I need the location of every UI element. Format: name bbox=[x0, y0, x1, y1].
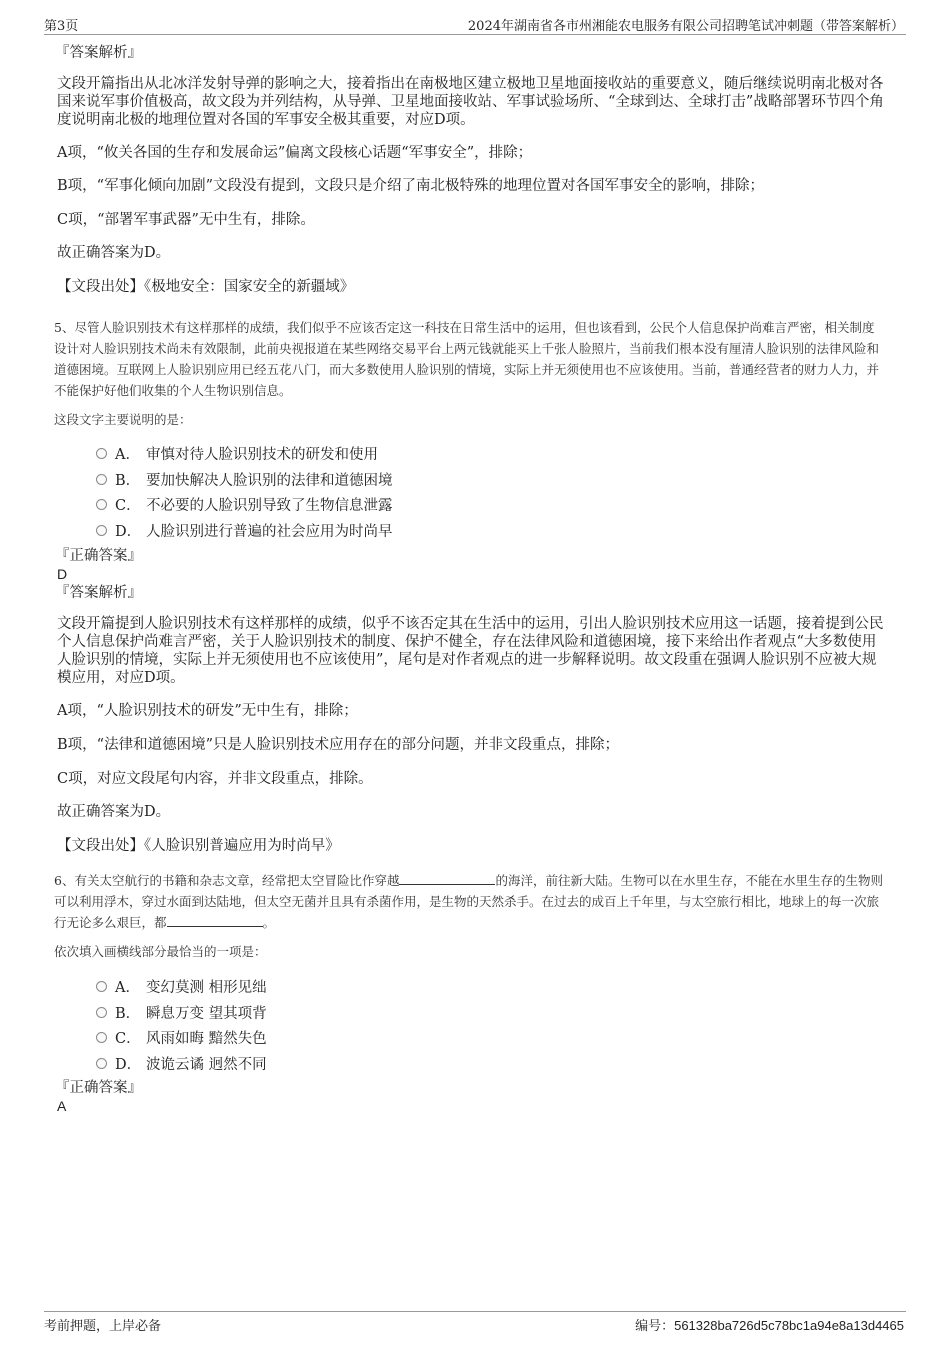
q5-analysis-label: 『答案解析』 bbox=[55, 585, 142, 601]
footer-slogan: 考前押题，上岸必备 bbox=[44, 1319, 162, 1334]
fill-blank-2 bbox=[167, 914, 263, 927]
radio-button-icon[interactable] bbox=[96, 499, 107, 510]
q6-options bbox=[57, 976, 885, 1078]
q6-option-c[interactable]: C． 风雨如晦 黯然失色 bbox=[57, 1027, 885, 1053]
q4-analysis-text: 文段开篇指出从北冰洋发射导弹的影响之大，接着指出在南极地区建立极地卫星地面接收站的重要意义，随后继续说明南北极对各国来说军事价值极高，故文段为并列结构，从导弹、卫星地面接收站、军事试验场所、“全球到达、全球打击”战略部署环节四个角度说明南北极的地理位置对各国的军事安全极其重要，对应D项。 bbox=[57, 76, 884, 128]
q5-options bbox=[57, 443, 885, 545]
q5-option-d[interactable]: D． 人脸识别进行普遍的社会应用为时尚早 bbox=[57, 520, 885, 546]
q4-source: 【文段出处】《极地安全：国家安全的新疆域》 bbox=[57, 279, 355, 295]
page-number: 第3页 bbox=[44, 19, 79, 34]
q5-source: 【文段出处】《人脸识别普遍应用为时尚早》 bbox=[57, 838, 340, 854]
q6-option-d[interactable]: D． 波诡云谲 迥然不同 bbox=[57, 1053, 885, 1079]
q4-item-b: B项，“军事化倾向加剧”文段没有提到，文段只是介绍了南北极特殊的地理位置对各国军事安全的影响，排除； bbox=[57, 178, 764, 194]
q6-correct-answer: A bbox=[57, 1098, 67, 1114]
q5-conclusion: 故正确答案为D。 bbox=[57, 804, 171, 820]
q5-stem: 5、尽管人脸识别技术有这样那样的成绩，我们似乎不应该否定这一科技在日常生活中的运用，但也该看到，公民个人信息保护尚难言严密，相关制度设计对人脸识别技术尚未有效限制，此前央视报道在某些网络交易平台上两元钱就能买上千张人脸照片，当前我们根本没有厘清人脸识别的法律风险和道德困境。互联网上人脸识别应用已经五花八门，而大多数使用人脸识别的情境，实际上并无须使用也不应该使用。当前，普通经营者的财力人力，并不能保护好他们收集的个人生物识别信息。 bbox=[54, 320, 880, 398]
q6-stem: 6、有关太空航行的书籍和杂志文章，经常把太空冒险比作穿越 的海洋，前往新大陆。生物可以在水里生存，不能在水里生存的生物则可以利用浮木，穿过水面到达陆地，但太空无菌并且具有杀菌作用，是生物的天然杀手。在过去的成百上千年里，与太空旅行相比，地球上的每一次旅行无论多么艰巨，都 。 bbox=[54, 873, 883, 930]
q4-item-a: A项，“攸关各国的生存和发展命运”偏离文段核心话题“军事安全”，排除； bbox=[57, 145, 533, 161]
q5-analysis-text: 文段开篇提到人脸识别技术有这样那样的成绩，似乎不该否定其在生活中的运用，引出人脸识别技术应用这一话题，接着提到公民个人信息保护尚难言严密，关于人脸识别技术的制度、保护不健全，存在法律风险和道德困境，接下来给出作者观点“大多数使用人脸识别的情境，实际上并无须使用也不应该使用”，尾句是对作者观点的进一步解释说明。故文段重在强调人脸识别不应被大规模应用，对应D项。 bbox=[57, 616, 884, 686]
q4-item-c: C项，“部署军事武器”无中生有，排除。 bbox=[57, 212, 315, 228]
radio-button-icon[interactable] bbox=[96, 981, 107, 992]
q5-correct-answer: D bbox=[57, 566, 68, 582]
q5-item-c: C项，对应文段尾句内容，并非文段重点，排除。 bbox=[57, 771, 373, 787]
radio-button-icon[interactable] bbox=[96, 448, 107, 459]
q4-conclusion: 故正确答案为D。 bbox=[57, 245, 171, 261]
q5-item-b: B项，“法律和道德困境”只是人脸识别技术应用存在的部分问题，并非文段重点，排除； bbox=[57, 737, 619, 753]
q4-analysis-label: 『答案解析』 bbox=[55, 45, 142, 61]
q5-item-a: A项，“人脸识别技术的研发”无中生有，排除； bbox=[57, 703, 358, 719]
q6-option-b[interactable]: B． 瞬息万变 望其项背 bbox=[57, 1002, 885, 1028]
q5-option-c[interactable]: C． 不必要的人脸识别导致了生物信息泄露 bbox=[57, 494, 885, 520]
document-title: 2024年湖南省各市州湘能农电服务有限公司招聘笔试冲刺题（带答案解析） bbox=[467, 19, 904, 34]
radio-button-icon[interactable] bbox=[96, 1032, 107, 1043]
q5-correct-label: 『正确答案』 bbox=[55, 548, 142, 564]
radio-button-icon[interactable] bbox=[96, 474, 107, 485]
q6-correct-label: 『正确答案』 bbox=[55, 1080, 142, 1096]
q6-question: 依次填入画横线部分最恰当的一项是： bbox=[54, 944, 267, 959]
radio-button-icon[interactable] bbox=[96, 1007, 107, 1018]
q6-option-a[interactable]: A． 变幻莫测 相形见绌 bbox=[57, 976, 885, 1002]
fill-blank-1 bbox=[399, 872, 495, 885]
radio-button-icon[interactable] bbox=[96, 1058, 107, 1069]
page-content bbox=[54, 44, 885, 1115]
q5-option-a[interactable]: A． 审慎对待人脸识别技术的研发和使用 bbox=[57, 443, 885, 469]
q5-question: 这段文字主要说明的是： bbox=[54, 412, 192, 427]
page-footer bbox=[44, 1311, 906, 1342]
document-code: 编号：561328ba726d5c78bc1a94e8a13d4465 bbox=[635, 1318, 904, 1334]
radio-button-icon[interactable] bbox=[96, 525, 107, 536]
page-header bbox=[44, 14, 906, 35]
q5-option-b[interactable]: B． 要加快解决人脸识别的法律和道德困境 bbox=[57, 469, 885, 495]
